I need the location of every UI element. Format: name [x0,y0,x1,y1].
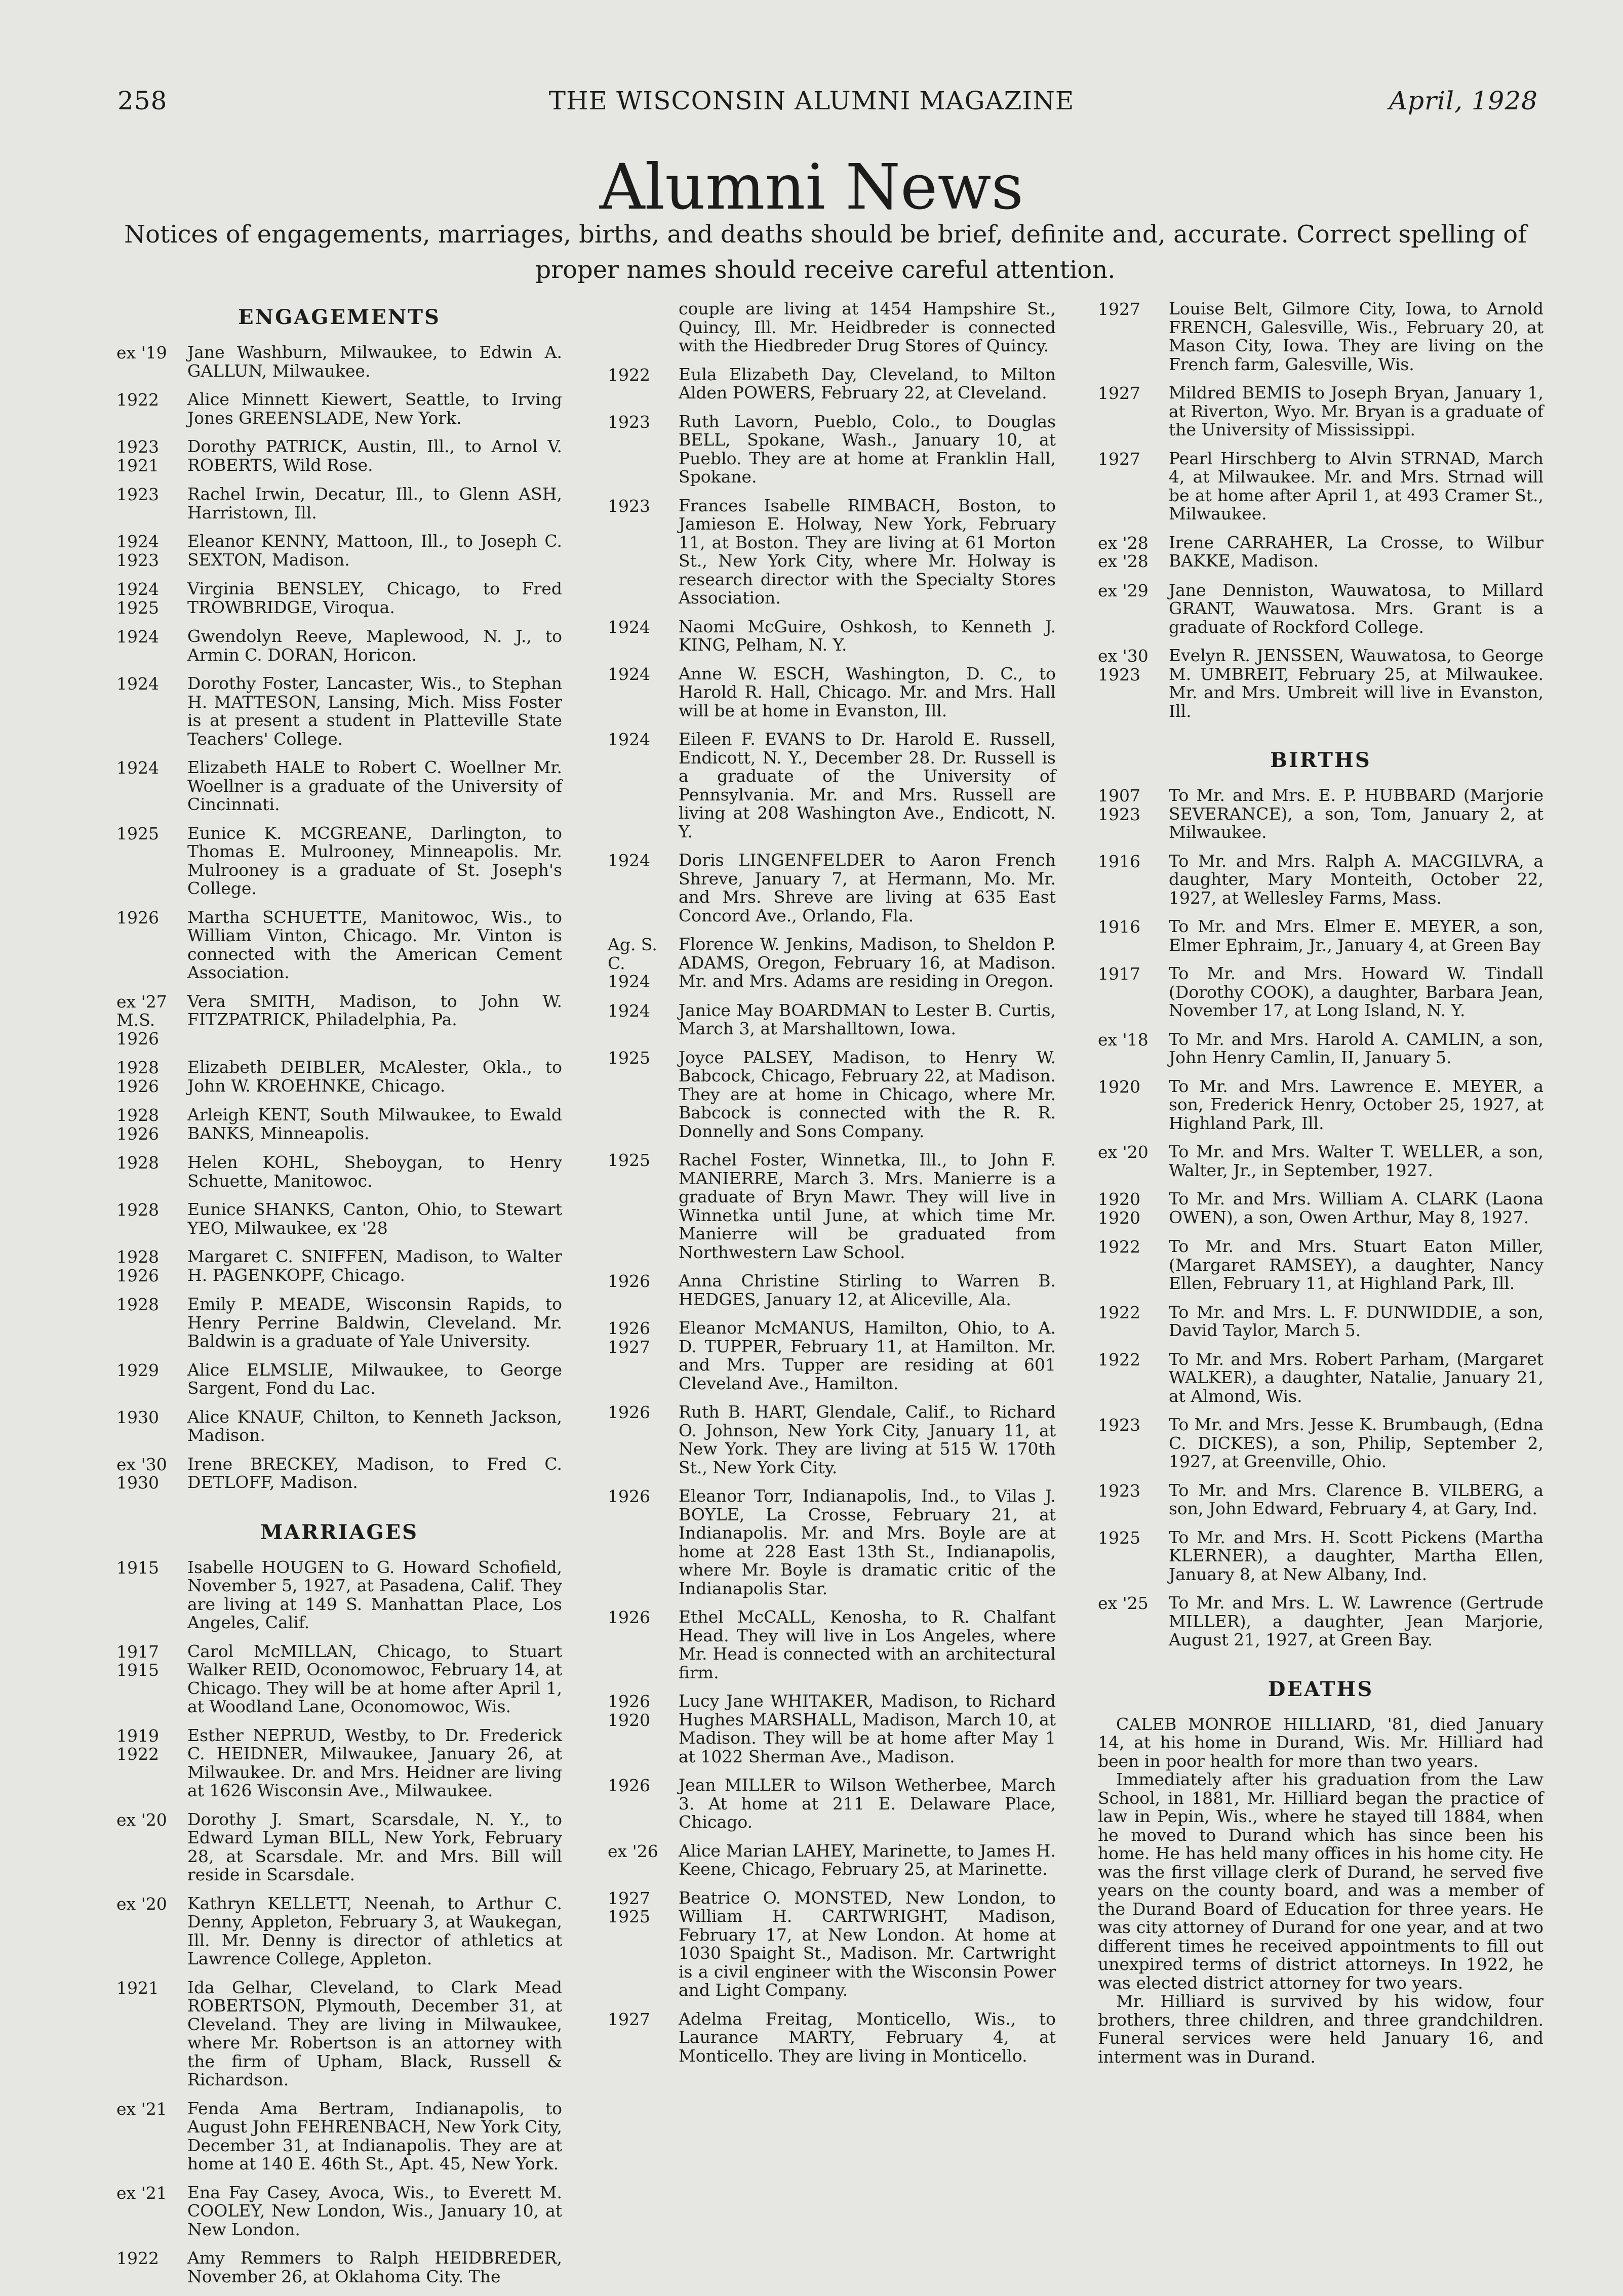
entry-year: 1926 [116,907,159,928]
entry-text: Alice KNAUF, Chilton, to Kenneth Jackson, Madison. [187,1406,562,1445]
entry-year: 1917 [1098,964,1140,984]
marriage-entry [116,1642,562,1716]
engagement-entry [116,532,562,570]
entry-text: Pearl Hirschberg to Alvin STRNAD, March 4, at Milwaukee. Mr. and Mrs. Strnad will be at home after April 1, at 493 Cramer St., Milwaukee. [1169,448,1543,523]
engagement-entry [116,485,562,522]
marriage-continuation: couple are living at 1454 Hampshire St., Quincy, Ill. Mr. Heidbreder is connected with the Hiedbreder Drug Stores of Quincy. [679,299,1056,355]
entry-year: 1922 [1098,1349,1140,1369]
entry-text: Irene CARRAHER, La Crosse, to Wilbur BAKKE, Madison. [1169,532,1543,571]
engagement-entry [116,1408,562,1445]
column-3 [1098,300,1543,2066]
entry-text: Ruth B. HART, Glendale, Calif., to Richard O. Johnson, New York City, January 11, at New York. They are living at 515 W. 170th St., New York City. [679,1402,1056,1477]
entry-text: To Mr. and Mrs. Howard W. Tindall (Dorothy COOK), a daughter, Barbara Jean, November 17, at Long Island, N. Y. [1169,963,1543,1020]
entry-text: To Mr. and Mrs. Clarence B. VILBERG, a son, John Edward, February 4, at Gary, Ind. [1169,1480,1543,1518]
entry-text: Eleanor Torr, Indianapolis, Ind., to Vilas J. BOYLE, La Crosse, February 21, at Indianapolis. Mr. and Mrs. Boyle are at home at 228 East 13th St., Indianapolis, where Mr. Boyle is dramatic critic of the Indianapolis Star. [679,1486,1056,1598]
entry-year: ex '28 ex '28 [1098,533,1149,571]
marriage-entry [608,2010,1056,2066]
entry-year: 1923 [116,485,159,504]
entry-year: 1923 [608,412,650,432]
entry-text: Elizabeth DEIBLER, McAlester, Okla., to John W. KROEHNKE, Chicago. [187,1057,562,1096]
marriage-entry [116,2184,562,2239]
deaths-heading: DEATHS [1268,1677,1374,1701]
entry-text: Gwendolyn Reeve, Maplewood, N. J., to Armin C. DORAN, Horicon. [187,626,562,665]
marriage-entry [608,1608,1056,1682]
engagement-entry [116,1295,562,1351]
entry-text: Ruth Lavorn, Pueblo, Colo., to Douglas BELL, Spokane, Wash., January 10, at Pueblo. They are at home at Franklin Hall, Spokane. [679,411,1056,487]
entry-text: To Mr. and Mrs. Harold A. CAMLIN, a son, John Henry Camlin, II, January 5. [1169,1029,1543,1067]
birth-entry [1098,1030,1543,1067]
entry-year: ex '18 [1098,1029,1149,1050]
marriage-entry [1098,384,1543,439]
marriage-entry [608,1151,1056,1262]
entry-year: 1929 [116,1360,159,1380]
birth-entry [1098,1303,1543,1340]
entry-year: 1927 [1098,299,1140,319]
birth-entry [1098,1416,1543,1471]
entry-year: 1921 [116,1978,159,1998]
entry-text: Beatrice O. MONSTED, New London, to William H. CARTWRIGHT, Madison, February 17, at New London. At home at 1030 Spaight St., Madison. Mr. Cartwright is a civil engineer with the Wisconsin Power and Light Company. [679,1887,1056,2000]
entry-text: Naomi McGuire, Oshkosh, to Kenneth J. KING, Pelham, N. Y. [679,616,1056,655]
entry-year: 1922 [1098,1237,1140,1257]
entry-text: Alice Minnett Kiewert, Seattle, to Irving Jones GREENSLADE, New York. [187,389,562,428]
entry-text: Virginia BENSLEY, Chicago, to Fred TROWBRIDGE, Viroqua. [187,579,562,617]
entry-year: 1926 [608,1776,650,1795]
birth-entry [1098,1143,1543,1180]
entry-text: Alice Marian LAHEY, Marinette, to James H. Keene, Chicago, February 25, at Marinette. [679,1840,1056,1879]
entry-text: Rachel Irwin, Decatur, Ill., to Glenn ASH, Harristown, Ill. [187,484,562,522]
birth-entry [1098,1350,1543,1406]
engagement-entry [116,758,562,814]
entry-text: To Mr. and Mrs. Lawrence E. MEYER, a son, Frederick Henry, October 25, 1927, at Highland Park, Ill. [1169,1076,1543,1133]
engagement-entry [116,992,562,1049]
entry-text: To Mr. and Mrs. Robert Parham, (Margaret WALKER), a daughter, Natalie, January 21, at Almond, Wis. [1169,1349,1543,1406]
marriage-entry [608,497,1056,608]
entry-year: 1928 1926 [116,1058,159,1096]
entry-text: To Mr. and Mrs. Walter T. WELLER, a son, Walter, Jr., in September, 1927. [1169,1142,1543,1180]
entry-text: Vera SMITH, Madison, to John W. FITZPATRICK, Philadelphia, Pa. [187,991,562,1029]
entry-year: 1923 [1098,1415,1140,1435]
entry-year: 1927 [1098,449,1140,469]
marriage-entry [608,665,1056,720]
entry-text: Frances Isabelle RIMBACH, Boston, to Jamieson E. Holway, New York, February 11, at Boston. They are living at 61 Morton St., New York City, where Mr. Holway is research director with the Specialty Stores Association. [679,495,1056,608]
entry-year: 1923 1921 [116,437,159,475]
birth-entry [1098,852,1543,908]
marriage-entry [608,1776,1056,1832]
entry-year: ex '20 [116,1809,167,1830]
entry-year: 1924 [608,664,650,684]
deaths-body [1098,1715,1543,2067]
entry-year: 1926 [608,1486,650,1506]
marriage-entry [1098,300,1543,374]
marriages-heading: MARRIAGES [260,1520,419,1544]
entry-year: 1924 [116,627,159,647]
marriage-entry [1098,450,1543,523]
entry-year: 1922 [1098,1302,1140,1322]
entry-year: ex '27 M.S. 1926 [116,991,167,1049]
engagement-entry [116,1058,562,1096]
birth-entry [1098,1481,1543,1518]
entry-year: 1928 [116,1153,159,1173]
engagement-entry [116,1361,562,1398]
entry-year: ex '21 [116,2099,167,2119]
marriage-entry [1098,581,1543,637]
entry-year: 1924 [608,851,650,870]
entry-year: ex '19 [116,343,167,362]
entry-year: 1924 [608,617,650,637]
entry-year: 1922 [116,2248,159,2268]
entry-text: To Mr. and Mrs. Stuart Eaton Miller, (Margaret RAMSEY), a daughter, Nancy Ellen, February 11, at Highland Park, Ill. [1169,1236,1543,1293]
entry-year: 1927 1925 [608,1888,650,1926]
entry-text: Emily P. MEADE, Wisconsin Rapids, to Henry Perrine Baldwin, Cleveland. Mr. Baldwin is a graduate of Yale University. [187,1294,562,1351]
entry-year: 1926 1920 [608,1691,650,1730]
entry-year: 1928 1926 [116,1105,159,1144]
column-1 [116,300,562,2296]
entry-year: 1926 [608,1271,650,1291]
entry-text: Dorothy Foster, Lancaster, Wis., to Stephan H. MATTESON, Lansing, Mich. Miss Foster is at present a student in Platteville State Teachers' College. [187,673,562,749]
marriage-entry [608,1319,1056,1393]
entry-text: Dorothy J. Smart, Scarsdale, N. Y., to Edward Lyman BILL, New York, February 28, at Scarsdale. Mr. and Mrs. Bill will reside in Scarsdale. [187,1809,562,1884]
entry-text: Jean MILLER to Wilson Wetherbee, March 3. At home at 211 E. Delaware Place, Chicago. [679,1775,1056,1832]
entry-year: 1927 [1098,383,1140,403]
entry-year: 1924 [116,758,159,778]
issue-date: April, 1928 [1389,86,1538,115]
entry-text: Doris LINGENFELDER to Aaron French Shreve, January 7, at Hermann, Mo. Mr. and Mrs. Shreve are living at 635 East Concord Ave., Orlando, Fla. [679,850,1056,925]
entry-text: Isabelle HOUGEN to G. Howard Schofield, November 5, 1927, at Pasadena, Calif. They are living at 149 S. Manhattan Place, Los Angeles, Calif. [187,1557,562,1632]
entry-year: 1919 1922 [116,1725,159,1764]
engagements-heading: ENGAGEMENTS [238,305,441,329]
marriage-entry [1098,647,1543,720]
entry-year: ex '29 [1098,580,1149,600]
entry-text: To Mr. and Mrs. L. F. DUNWIDDIE, a son, David Taylor, March 5. [1169,1302,1543,1340]
marriage-entry [608,1403,1056,1477]
birth-entry [1098,1594,1543,1649]
marriage-entry [608,1001,1056,1038]
marriage-entry [608,1049,1056,1141]
entry-year: 1927 [608,2009,650,2029]
entry-year: 1925 [116,823,159,843]
entry-text: Ethel McCALL, Kenosha, to R. Chalfant Head. They will live in Los Angeles, where Mr. Head is connected with an architectural firm. [679,1607,1056,1682]
marriage-entry [608,935,1056,991]
entry-year: 1928 [116,1200,159,1220]
entry-text: Eleanor KENNY, Mattoon, Ill., to Joseph C. SEXTON, Madison. [187,531,562,570]
entry-text: Louise Belt, Gilmore City, Iowa, to Arnold FRENCH, Galesville, Wis., February 20, at Mason City, Iowa. They are living on the French farm, Galesville, Wis. [1169,299,1543,374]
marriage-entry [1098,534,1543,571]
entry-year: 1924 [608,1000,650,1021]
entry-text: To Mr. and Mrs. L. W. Lawrence (Gertrude MILLER), a daughter, Jean Marjorie, August 21, 1927, at Green Bay. [1169,1593,1543,1649]
marriage-entry [608,1889,1056,2000]
entry-year: 1907 1923 [1098,786,1140,824]
page-number: 258 [117,86,168,115]
entry-text: Esther NEPRUD, Westby, to Dr. Frederick C. HEIDNER, Milwaukee, January 26, at Milwaukee. Dr. and Mrs. Heidner are living at 1626 Wisconsin Ave., Milwaukee. [187,1725,562,1800]
entry-year: 1926 [608,1607,650,1627]
engagement-entry [116,824,562,898]
birth-entry [1098,917,1543,954]
marriage-entry [608,851,1056,925]
entry-year: ex '30 1923 [1098,646,1149,684]
entry-year: 1924 [608,730,650,749]
marriage-entry [116,1810,562,1884]
entry-year: 1928 1926 [116,1247,159,1285]
entry-text: Janice May BOARDMAN to Lester B. Curtis, March 3, at Marshalltown, Iowa. [679,1000,1056,1038]
engagement-entry [116,390,562,427]
entry-text: Eleanor McMANUS, Hamilton, Ohio, to A. D. TUPPER, February 11, at Hamilton. Mr. and Mrs. Tupper are residing at 601 Cleveland Ave., Hamilton. [679,1318,1056,1393]
entry-year: 1923 [608,496,650,516]
entry-text: Dorothy PATRICK, Austin, Ill., to Arnol V. ROBERTS, Wild Rose. [187,436,562,475]
entry-text: To Mr. and Mrs. Elmer E. MEYER, a son, Elmer Ephraim, Jr., January 4, at Green Bay [1169,916,1543,955]
entry-text: Joyce PALSEY, Madison, to Henry W. Babcock, Chicago, February 22, at Madison. They are at home in Chicago, where Mr. Babcock is connected with the R. R. Donnelly and Sons Company. [679,1047,1056,1141]
marriage-entry [608,1842,1056,1879]
births-heading: BIRTHS [1270,748,1371,772]
entry-text: To Mr. and Mrs. Ralph A. MACGILVRA, a daughter, Mary Monteith, October 22, 1927, at Wellesley Farms, Mass. [1169,851,1543,908]
engagement-entry [116,343,562,380]
entry-year: ex '20 [1098,1142,1149,1162]
marriage-entry [608,618,1056,655]
entry-text: Arleigh KENT, South Milwaukee, to Ewald BANKS, Minneapolis. [187,1105,562,1143]
entry-text: Jane Denniston, Wauwatosa, to Millard GRANT, Wauwatosa. Mrs. Grant is a graduate of Rockford College. [1169,580,1543,637]
entry-text: Ida Gelhar, Cleveland, to Clark Mead ROBERTSON, Plymouth, December 31, at Cleveland. They are living in Milwaukee, where Mr. Robertson is an attorney with the firm of Upham, Black, Russell & Richardson. [187,1977,562,2089]
engagement-entry [116,1200,562,1237]
entry-year: 1917 1915 [116,1641,159,1680]
entry-text: Anna Christine Stirling to Warren B. HEDGES, January 12, at Aliceville, Ala. [679,1271,1056,1309]
entry-year: 1925 [608,1150,650,1170]
entry-text: To Mr. and Mrs. E. P. HUBBARD (Marjorie SEVERANCE), a son, Tom, January 2, at Milwaukee. [1169,785,1543,842]
entry-text: To Mr. and Mrs. Jesse K. Brumbaugh, (Edna C. DICKES), a son, Philip, September 2, 1927, at Greenville, Ohio. [1169,1415,1543,1471]
death-paragraph: CALEB MONROE HILLIARD, '81, died January 14, at his home in Durand, Wis. Mr. Hilliard had been in poor health for more than two years. [1098,1714,1543,1771]
entry-text: Ena Fay Casey, Avoca, Wis., to Everett M. COOLEY, New London, Wis., January 10, at New London. [187,2182,562,2239]
entry-year: Ag. S. C. 1924 [608,935,657,991]
entry-year: 1922 [116,390,159,410]
births-list [1098,786,1543,1649]
marriage-entry [116,1979,562,2089]
magazine-title: THE WISCONSIN ALUMNI MAGAZINE [548,86,1075,115]
marriage-entry [608,1487,1056,1598]
entry-year: 1925 [608,1048,650,1068]
entry-year: 1926 1927 [608,1318,650,1357]
entry-year: 1916 [1098,917,1140,937]
marriage-entry [608,366,1056,402]
marriage-entry [608,730,1056,841]
entry-text: To Mr. and Mrs. William A. CLARK (Laona OWEN), a son, Owen Arthur, May 8, 1927. [1169,1189,1543,1227]
notice-text: Notices of engagements, marriages, births, and deaths should be brief, definite and, accurate. Correct spelling of proper names should receive careful attention. [124,220,1527,284]
marriages-list-col3 [1098,300,1543,720]
entry-text: Rachel Foster, Winnetka, Ill., to John F. MANIERRE, March 3. Mrs. Manierre is a graduate of Bryn Mawr. They will live in Winnetka until June, at which time Mr. Manierre will be graduated from Northwestern Law School. [679,1150,1056,1262]
entry-year: 1915 [116,1557,159,1578]
entry-year: 1928 [116,1295,159,1314]
entry-year: 1930 [116,1407,159,1427]
birth-entry [1098,964,1543,1020]
entry-year: 1924 1923 [116,532,159,570]
entry-year: ex '20 [116,1894,167,1914]
engagement-entry [116,627,562,664]
entry-year: 1922 [608,365,650,385]
birth-entry [1098,1077,1543,1133]
marriage-entry [116,2249,562,2286]
birth-entry [1098,1190,1543,1227]
entry-year: 1923 [1098,1480,1140,1501]
entry-text: Anne W. ESCH, Washington, D. C., to Harold R. Hall, Chicago. Mr. and Mrs. Hall will be at home in Evanston, Ill. [679,663,1056,720]
entry-text: Florence W. Jenkins, Madison, to Sheldon P. ADAMS, Oregon, February 16, at Madison. Mr. and Mrs. Adams are residing in Oregon. [679,934,1056,991]
entry-text: To Mr. and Mrs. H. Scott Pickens (Martha KLERNER), a daughter, Martha Ellen, January 8, at New Albany, Ind. [1169,1527,1543,1584]
engagement-entry [116,1455,562,1493]
death-paragraph: Mr. Hilliard is survived by his widow, four brothers, three children, and three grandchildren. Funeral services were held January 16, and interment was in Durand. [1098,1991,1543,2067]
entry-text: Amy Remmers to Ralph HEIDBREDER, November 26, at Oklahoma City. The [187,2248,562,2286]
marriage-entry [116,1895,562,1968]
entry-year: 1925 [1098,1527,1140,1548]
entry-text: Margaret C. SNIFFEN, Madison, to Walter H. PAGENKOPF, Chicago. [187,1246,562,1285]
marriage-entry [116,2100,562,2173]
marriages-list-col2 [608,366,1056,2066]
engagement-entry [116,1106,562,1143]
entry-text: Adelma Freitag, Monticello, Wis., to Laurance MARTY, February 4, at Monticello. They are living in Monticello. [679,2008,1056,2066]
birth-entry [1098,1528,1543,1584]
engagement-entry [116,580,562,617]
marriage-entry [116,1726,562,1800]
entry-text: Kathryn KELLETT, Neenah, to Arthur C. Denny, Appleton, February 3, at Waukegan, Ill. Mr. Denny is director of athletics at Lawrence College, Appleton. [187,1893,562,1968]
engagements-list [116,343,562,1493]
birth-entry [1098,1237,1543,1293]
marriage-entry [608,413,1056,487]
engagement-entry [116,674,562,748]
marriage-entry [116,1558,562,1632]
entry-text: Martha SCHUETTE, Manitowoc, Wis., to William Vinton, Chicago. Mr. Vinton is connected with the American Cement Association. [187,907,562,982]
entry-text: Eunice K. MCGREANE, Darlington, to Thomas E. Mulrooney, Minneapolis. Mr. Mulrooney is a graduate of St. Joseph's College. [187,823,562,898]
entry-year: ex '21 [116,2183,167,2203]
entry-text: Helen KOHL, Sheboygan, to Henry Schuette, Manitowoc. [187,1152,562,1191]
engagement-entry [116,908,562,982]
page-title: Alumni News [599,151,1024,224]
engagement-entry [116,1247,562,1285]
marriage-entry [608,1272,1056,1309]
entry-year: ex '30 1930 [116,1454,167,1493]
entry-year: 1916 [1098,851,1140,871]
engagement-entry [116,1153,562,1190]
marriages-list-col1 [116,1558,562,2286]
entry-text: Mildred BEMIS to Joseph Bryan, January 1, at Riverton, Wyo. Mr. Bryan is a graduate of the University of Mississippi. [1169,383,1543,439]
entry-year: 1920 1920 [1098,1189,1140,1228]
engagement-entry [116,437,562,475]
entry-year: 1924 [116,674,159,694]
entry-text: Fenda Ama Bertram, Indianapolis, to August John FEHRENBACH, New York City, December 31, at Indianapolis. They are at home at 140 E. 46th St., Apt. 45, New York. [187,2098,562,2173]
entry-year: ex '26 [608,1841,658,1861]
entry-text: Lucy Jane WHITAKER, Madison, to Richard Hughes MARSHALL, Madison, March 10, at Madison. They will be at home after May 1 at 1022 Sherman Ave., Madison. [679,1691,1056,1766]
entry-text: Jane Washburn, Milwaukee, to Edwin A. GALLUN, Milwaukee. [187,342,562,381]
entry-year: 1926 [608,1402,650,1422]
entry-text: Alice ELMSLIE, Milwaukee, to George Sargent, Fond du Lac. [187,1359,562,1398]
entry-text: Irene BRECKEY, Madison, to Fred C. DETLOFF, Madison. [187,1454,562,1492]
entry-text: Eunice SHANKS, Canton, Ohio, to Stewart YEO, Milwaukee, ex '28 [187,1199,562,1238]
marriage-entry [608,1692,1056,1766]
entry-text: Carol McMILLAN, Chicago, to Stuart Walker REID, Oconomowoc, February 14, at Chicago. They will be at home after April 1, at Woodland Lane, Oconomowoc, Wis. [187,1641,562,1716]
entry-year: ex '25 [1098,1593,1149,1613]
entry-year: 1924 1925 [116,579,159,618]
entry-text: Eileen F. EVANS to Dr. Harold E. Russell, Endicott, N. Y., December 28. Dr. Russell is a graduate of the University of Pennsylvania. Mr. and Mrs. Russell are living at 208 Washington Ave., Endicott, N. Y. [679,729,1056,841]
entry-text: Eula Elizabeth Day, Cleveland, to Milton Alden POWERS, February 22, at Cleveland. [679,364,1056,402]
entry-text: Elizabeth HALE to Robert C. Woellner Mr. Woellner is a graduate of the University of Cincinnati. [187,757,562,814]
entry-year: 1920 [1098,1076,1140,1097]
entry-text: Evelyn R. JENSSEN, Wauwatosa, to George M. UMBREIT, February 25, at Milwaukee. Mr. and Mrs. Umbreit will live in Evanston, Ill. [1169,646,1543,721]
column-2 [608,300,1056,2075]
death-paragraph: Immediately after his graduation from the Law School, in 1881, Mr. Hilliard began the practice of law in Pepin, Wis., where he stayed till 1884, when he moved to Durand which has since been his home. He has held many offices in his home city. He was the first village clerk of Durand, he served five years on the county board, and was a member of the Durand Board of Education for three years. He was city attorney of Durand for one year, and at two different times he received appointments to fill out unexpired terms of district attorneys. In 1922, he was elected district attorney for two years. [1098,1769,1543,1993]
birth-entry [1098,786,1543,842]
